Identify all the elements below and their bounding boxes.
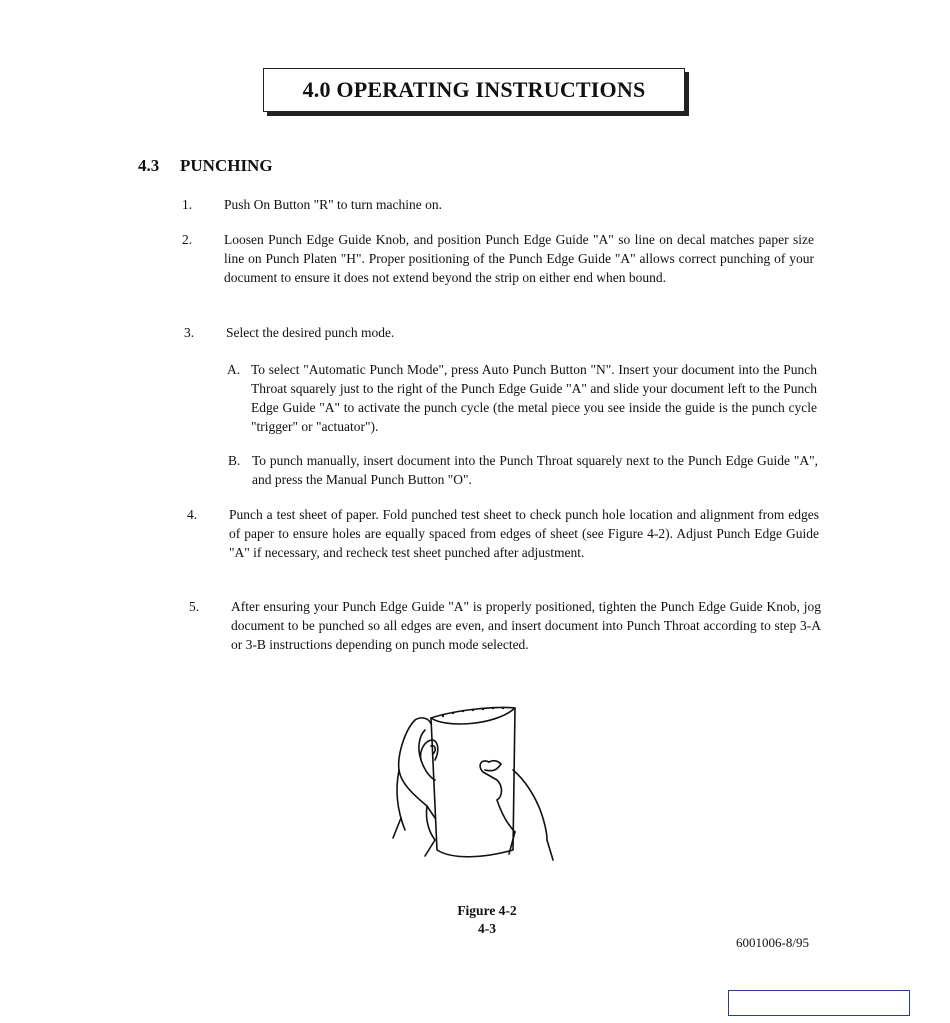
- empty-footer-box: [728, 990, 910, 1016]
- step-text: Loosen Punch Edge Guide Knob, and position Punch Edge Guide "A" so line on decal matches paper size line on Punch Platen "H". Proper positioning of the Punch Edge Guide "A" allows correct punching of your document to ensure it does not extend beyond the strip on either end when bound.: [224, 232, 814, 285]
- step-5: [189, 597, 821, 654]
- document-id: 6001006-8/95: [736, 935, 809, 950]
- step-text: Punch a test sheet of paper. Fold punched test sheet to check punch hole location and alignment from edges of paper to ensure holes are equally spaced from edges of sheet (see Figure 4-2). Adjust Punch Edge Guide "A" if necessary, and recheck test sheet punched after adjustment.: [229, 507, 819, 560]
- step-text: Push On Button "R" to turn machine on.: [224, 197, 443, 212]
- step-3: [184, 323, 816, 342]
- step-4: [187, 505, 819, 562]
- figure-caption: Figure 4-2: [457, 903, 517, 918]
- step-text: Select the desired punch mode.: [226, 325, 395, 340]
- substep-text: To punch manually, insert document into the Punch Throat squarely next to the Punch Edge Guide "A", and press the Manual Punch Button "O".: [252, 453, 818, 487]
- step-number: 3.: [184, 325, 195, 340]
- page-title: 4.0 OPERATING INSTRUCTIONS: [302, 77, 646, 102]
- step-number: 2.: [182, 232, 193, 247]
- step-number: 1.: [182, 197, 193, 212]
- section-number: 4.3: [138, 156, 160, 175]
- substep-a: [227, 360, 817, 436]
- hands-holding-sheet-illustration: [385, 700, 575, 875]
- step-1: [182, 195, 814, 214]
- step-number: 5.: [189, 599, 200, 614]
- substep-b: [228, 451, 818, 489]
- substep-letter: B.: [228, 453, 241, 468]
- substep-letter: A.: [227, 362, 241, 377]
- section-title-box: [263, 68, 685, 112]
- step-text: After ensuring your Punch Edge Guide "A" is properly positioned, tighten the Punch Edge Guide Knob, jog document to be punched so all edges are even, and insert document into Punch Throat according to step 3-A or 3-B instructions depending on punch mode selected.: [231, 599, 821, 652]
- step-number: 4.: [187, 507, 198, 522]
- section-heading: [138, 156, 273, 176]
- substep-text: To select "Automatic Punch Mode", press Auto Punch Button "N". Insert your document into the Punch Throat squarely just to the right of the Punch Edge Guide "A" and slide your document left to the Punch Edge Guide "A" to activate the punch cycle (the metal piece you see inside the guide is the punch cycle "trigger" or "actuator").: [251, 362, 817, 434]
- step-2: [182, 230, 814, 287]
- section-title: PUNCHING: [180, 156, 273, 175]
- page-number: 4-3: [478, 921, 496, 936]
